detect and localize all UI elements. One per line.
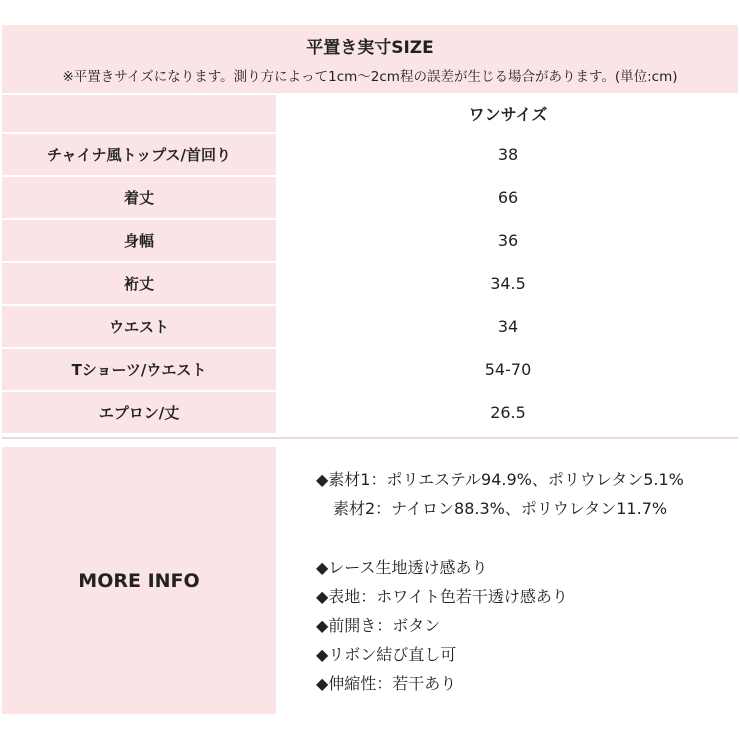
table-corner-cell (2, 95, 276, 132)
row-label: 身幅 (2, 220, 276, 261)
row-value: 66 (278, 177, 738, 218)
row-label: チャイナ風トップス/首回り (2, 134, 276, 175)
row-label: エプロン/丈 (2, 392, 276, 433)
info-line: 素材2：ナイロン88.3%、ポリウレタン11.7% (333, 499, 668, 518)
row-label: 着丈 (2, 177, 276, 218)
measurement-note: ※平置きサイズになります。測り方によって1cm〜2cm程の誤差が生じる場合があります。(単位:cm) (62, 69, 678, 85)
row-label: Tショーツ/ウエスト (2, 349, 276, 390)
size-header (2, 25, 738, 93)
more-info-label: MORE INFO (2, 447, 276, 714)
info-line: ◆素材1：ポリエステル94.9%、ポリウレタン5.1% (316, 470, 684, 489)
section-divider (2, 437, 738, 439)
info-line: ◆リボン結び直し可 (316, 645, 457, 664)
row-label: 裄丈 (2, 263, 276, 304)
row-value: 34 (278, 306, 738, 347)
row-value: 36 (278, 220, 738, 261)
info-line: ◆伸縮性：若干あり (316, 674, 457, 693)
row-value: 54-70 (278, 349, 738, 390)
size-title: 平置き実寸SIZE (306, 38, 434, 58)
info-line: ◆レース生地透け感あり (316, 558, 488, 577)
row-value: 34.5 (278, 263, 738, 304)
more-info-details (278, 447, 738, 714)
column-header-one-size: ワンサイズ (278, 95, 738, 132)
row-value: 38 (278, 134, 738, 175)
row-value: 26.5 (278, 392, 738, 433)
info-line: ◆前開き：ボタン (316, 616, 441, 635)
row-label: ウエスト (2, 306, 276, 347)
info-line: ◆表地：ホワイト色若干透け感あり (316, 587, 568, 606)
